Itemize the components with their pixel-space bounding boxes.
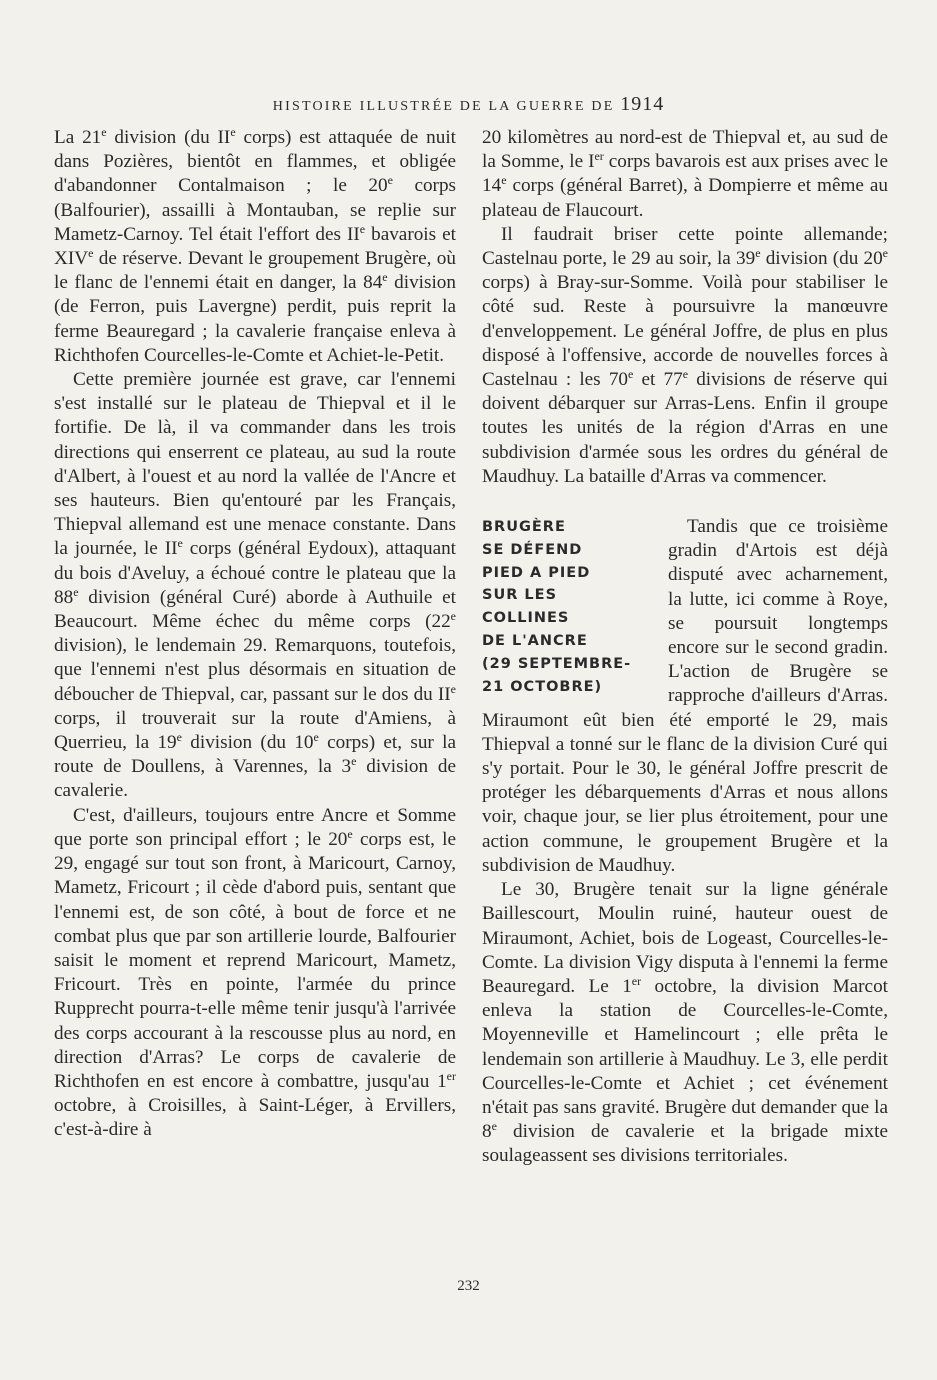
running-header [0, 93, 937, 116]
text-run: division de cavalerie et la brigade mixte soulageassent ses divisions territoriales. [482, 1121, 888, 1167]
header-year: 1914 [620, 93, 665, 115]
text-run: 70 [608, 369, 628, 391]
superscript: er [446, 1068, 456, 1083]
text-run: octobre, à Croisilles, à Saint-Léger, à Ervillers, c'est-à-dire à [54, 1095, 456, 1141]
text-run: 29 [54, 853, 74, 875]
text-run: Il faudrait briser cette pointe allemande; Castelnau porte, le [482, 223, 888, 270]
side-heading-line: (29 SEPTEMBRE- [482, 655, 632, 672]
text-run: Tandis que ce troisième gradin d'Artois est déjà disputé avec acharnement, la lutte, ici comme à Roye, se poursuit longtemps encore sur le second gradin. L'action de Brugère se rapproche d'ailleurs d'Arras. Miraumont eût bien été emporté le [482, 516, 888, 731]
superscript: e [101, 125, 107, 139]
text-run: corps) est attaquée de nuit dans Pozières, bientôt en flammes, et obligée d'abandonner Contalmaison ; le [54, 127, 456, 197]
text-run: 14 [482, 175, 502, 197]
superscript: e [501, 173, 507, 188]
text-run: 84 [363, 272, 383, 294]
superscript: e [882, 246, 888, 261]
paragraph [54, 804, 456, 1143]
text-run: C'est, d'ailleurs, toujours entre Ancre et Somme que porte son principal effort ; le [54, 804, 456, 850]
side-heading-line: BRUGÈRE [482, 519, 566, 536]
page-number: 232 [457, 1278, 480, 1294]
text-run: division (du [181, 732, 295, 754]
text-run: division (du [106, 127, 218, 148]
text-run: corps (général Barret), à Dompierre et même au plateau de Flaucourt. [482, 175, 888, 221]
text-run: II [437, 683, 451, 705]
superscript: e [73, 584, 79, 599]
left-column [54, 126, 456, 1143]
side-heading-line: SE DÉFEND [482, 541, 583, 558]
text-run: 29 [631, 248, 651, 270]
superscript: e [176, 730, 182, 745]
text-run: 8 [482, 1121, 492, 1143]
superscript: e [313, 730, 319, 745]
paragraph [482, 878, 888, 1168]
superscript: e [359, 221, 366, 236]
superscript: e [755, 246, 761, 261]
text-run: II [217, 127, 231, 148]
text-run: 20 [368, 175, 388, 197]
text-run: division (de Ferron, puis Lavergne) perdit, puis reprit la ferme Beauregard ; la cavalerie française enleva à Richthofen Courcelles-le-Comte et Achiet-le-Petit. [54, 272, 456, 366]
text-run: , elle perdit Courcelles-le-Comte et Achiet ; cet événement n'était pas sans gravité. Brugère dut demander que la [482, 1048, 888, 1118]
right-column [482, 126, 888, 1169]
superscript: e [387, 173, 393, 188]
text-run: 20 [482, 127, 502, 148]
text-run: 21 [82, 127, 102, 148]
text-run: 30 [636, 758, 657, 780]
superscript: e [347, 826, 353, 841]
side-heading-line: 21 OCTOBRE) [482, 678, 603, 695]
text-run: 19 [157, 732, 177, 754]
text-run: 29 [243, 635, 263, 657]
text-run: , engagé sur tout son front, à Maricourt, Carnoy, Mametz, Fricourt ; il cède d'abord puis, sentant que l'ennemi est, de son côté, à bout de force et ne combat plus que par son artillerie lourde, Balfourier saisit le moment et reprend Maricourt, Mametz, Fricourt. Très en pointe, l'armée du prince Rupprecht pourra-t-elle même tenir jusqu'à l'arrivée des corps accourant à la rescousse plus au nord, en direction d'Arras? Le corps de cavalerie de Richthofen en est encore à combattre, jusqu'au [54, 853, 456, 1092]
paragraph [54, 126, 456, 368]
text-run: II [164, 538, 178, 560]
header-title: HISTOIRE ILLUSTRÉE DE LA GUERRE DE [272, 99, 615, 114]
text-run: corps) à Bray-sur-Somme. Voilà pour stabiliser le côté sud. Reste à poursuivre la manœuvre d'enveloppement. Le général Joffre, de plus en plus disposé à l'offensive, accorde de nouvelles forces à Castelnau : les [482, 272, 888, 391]
text-run: divisions de réserve qui doivent débarquer sur Arras-Lens. Enfin il groupe toutes les unités de la région d'Arras en une subdivision d'armée sous les ordres du général de Maudhuy. La bataille d'Arras va commencer. [482, 369, 889, 487]
superscript: e [382, 270, 388, 285]
text-run: Le [501, 879, 536, 901]
text-run: , le général Joffre prescrit de protéger les débarquements d'Arras et nous allons voir, chaque jour, se lier plus étroitement, pour une action commune, le groupement Brugère et la subdivision de Maudhuy. [482, 758, 888, 876]
text-run: division de cavalerie. [54, 756, 456, 802]
text-run: Cette première journée est grave, car l'ennemi s'est installé sur le plateau de Thiepval et il le fortifie. De là, il va commander dans les trois directions qui enserrent ce plateau, au sud la route d'Albert, à l'ouest et au nord la vallée de l'Ancre et ses hauteurs. Bien qu'entouré par les Français, Thiepval allemand est une menace constante. Dans la journée, le [54, 369, 456, 560]
text-run: division (général Curé) aborde à Authuile et Beaucourt. Même échec du même corps ( [54, 586, 456, 633]
text-run: 29 [812, 709, 833, 731]
text-run: et [633, 369, 664, 391]
text-run: corps (général Eydoux), attaquant du bois d'Aveluy, a échoué contre le plateau que la [54, 538, 457, 584]
superscript: e [351, 754, 357, 769]
text-run: corps bavarois est aux prises avec le [603, 151, 889, 173]
superscript: e [230, 125, 236, 139]
text-run: , Brugère tenait sur la ligne générale Baillescourt, Moulin ruiné, hauteur ouest de Miraumont, Achiet, bois de Logeast, Courcelles-le-Comte. La division Vigy disputa à l'ennemi la ferme Beauregard. Le [482, 879, 888, 997]
text-run: corps est, le [352, 828, 456, 850]
text-run: 20 [863, 248, 883, 270]
text-run: bavarois et XIV [54, 223, 456, 270]
text-run: de réserve. Devant le groupement Brugère, où le flanc de l'ennemi était en danger, la [54, 248, 456, 294]
text-run: 88 [54, 586, 74, 608]
text-run: au soir, la [650, 248, 736, 270]
text-run: 22 [431, 611, 451, 633]
text-run: 39 [736, 248, 756, 270]
superscript: e [628, 367, 634, 382]
superscript: er [594, 149, 604, 164]
superscript: er [631, 973, 642, 988]
text-run: La [54, 127, 83, 148]
superscript: e [450, 609, 456, 624]
superscript: e [682, 367, 689, 382]
text-run: 77 [663, 369, 683, 391]
text-run: 1 [622, 975, 632, 997]
text-run: division), le lendemain [54, 635, 244, 657]
text-run: 1 [437, 1070, 447, 1092]
text-run: , mais Thiepval a tonné sur le flanc de la division Curé qui s'y portait. Pour le [482, 709, 888, 780]
side-heading-line: COLLINES [482, 610, 570, 627]
side-heading-line: SUR LES [482, 587, 558, 604]
text-run: octobre, la division Marcot enleva la station de Courcelles-le-Comte, Moyenneville et Hamelincourt ; elle prêta le lendemain son artillerie à Maudhuy. Le [482, 975, 888, 1070]
text-run: 30 [535, 879, 555, 901]
paragraph [482, 126, 888, 223]
superscript: e [88, 246, 94, 261]
side-heading-line: DE L'ANCRE [482, 633, 588, 650]
side-heading-line: PIED A PIED [482, 564, 591, 581]
superscript: e [491, 1119, 497, 1134]
text-run: division (du [760, 248, 864, 270]
text-run: . Remarquons, toutefois, que l'ennemi n'est plus désormais en situation de déboucher de Thiepval, car, passant sur le dos du [54, 635, 456, 705]
text-run: 3 [790, 1048, 801, 1070]
superscript: e [177, 536, 183, 551]
text-run: corps) et, sur la route de Doullens, à Varennes, la [54, 732, 456, 778]
section-block [482, 515, 888, 878]
paragraph [482, 223, 888, 489]
text-run: 20 [328, 828, 348, 850]
text-run: corps, il trouverait sur la route d'Amiens, à Querrieu, la [54, 707, 456, 754]
paragraph [54, 368, 456, 804]
side-heading [482, 515, 656, 698]
text-run: corps (Balfourier), assailli à Montauban, se replie sur Mametz-Carnoy. Tel était l'effort des II [54, 175, 457, 245]
text-run: 3 [341, 756, 352, 778]
text-run: kilomètres au nord-est de Thiepval et, au sud de la Somme, le I [482, 127, 888, 173]
text-run: 10 [294, 732, 314, 754]
superscript: e [450, 681, 456, 696]
